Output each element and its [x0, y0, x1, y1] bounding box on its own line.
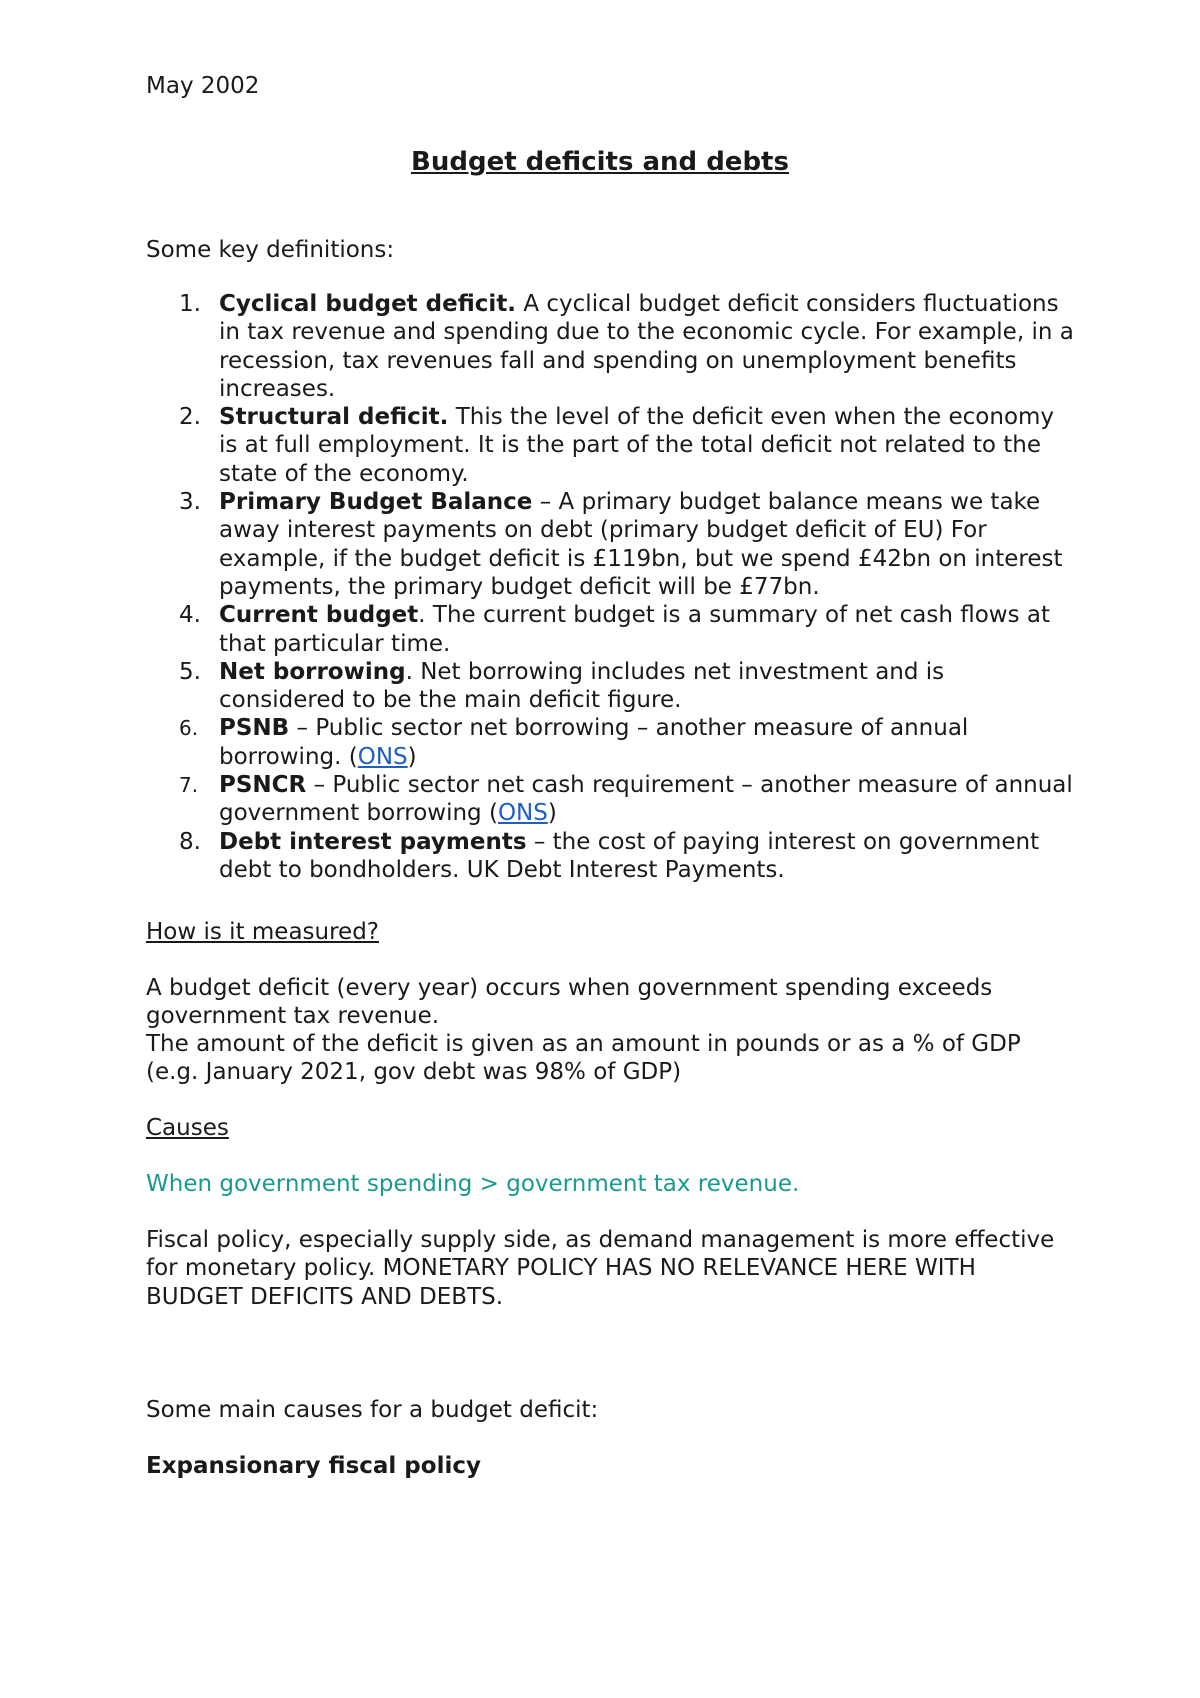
ons-link[interactable]: ONS	[357, 743, 408, 770]
definition-text: A cyclical budget deficit considers fluctuations in tax revenue and spending due to the economic cycle. For example, in a recession, tax revenues fall and spending on unemployment benefits increases.	[219, 291, 1074, 402]
document-date: May 2002	[146, 73, 260, 99]
list-number: 6.	[179, 716, 199, 741]
definition-text: . Net borrowing includes net investment and is considered to be the main deficit figure.	[219, 658, 945, 714]
causes-paragraph: Fiscal policy, especially supply side, as demand management is more effective for monetary policy. MONETARY POLICY HAS NO RELEVANCE HERE WITH BUDGET DEFICITS AND DEBTS.	[146, 1227, 1055, 1310]
definition-text-end: )	[547, 800, 557, 827]
measured-heading: How is it measured?	[146, 919, 380, 945]
definition-term: Debt interest payments	[219, 828, 527, 855]
list-number: 5.	[179, 658, 201, 685]
definition-text: – Public sector net cash requirement – another measure of annual government borrowing (	[219, 772, 1073, 827]
document-title: Budget deficits and debts	[411, 147, 789, 177]
definition-term: Primary Budget Balance	[219, 489, 533, 516]
definition-item	[146, 828, 1076, 885]
definition-item	[146, 714, 1076, 771]
causes-highlight: When government spending > government tax revenue.	[146, 1171, 800, 1197]
definition-term: Current budget	[219, 602, 419, 629]
definition-text: This the level of the deficit even when the economy is at full employment. It is the part of the total deficit not related to the state of the economy.	[219, 404, 1055, 487]
list-number: 4.	[179, 602, 201, 629]
definition-item	[146, 488, 1076, 601]
definition-item	[146, 771, 1076, 828]
definition-item	[146, 601, 1076, 658]
definitions-intro: Some key definitions:	[146, 237, 395, 263]
definition-item	[146, 658, 1076, 715]
definition-text: – Public sector net borrowing – another measure of annual borrowing. (	[219, 715, 969, 770]
list-number: 7.	[179, 773, 199, 798]
definition-term: Cyclical budget deficit.	[219, 291, 517, 317]
measured-paragraph-1: A budget deficit (every year) occurs when government spending exceeds government tax revenue.	[146, 975, 993, 1030]
definition-term: PSNB	[219, 715, 290, 742]
definition-text-end: )	[407, 743, 417, 770]
list-number: 2.	[179, 404, 201, 431]
definition-term: Net borrowing	[219, 658, 406, 685]
definition-item	[146, 403, 1076, 488]
expansionary-fiscal-policy-heading: Expansionary fiscal policy	[146, 1453, 481, 1479]
definition-text: – A primary budget balance means we take away interest payments on debt (primary budget deficit of EU) For example, if the budget deficit is £119bn, but we spend £42bn on interest payments, the primary budget deficit will be £77bn.	[219, 489, 1063, 600]
measured-paragraph-2: The amount of the deficit is given as an amount in pounds or as a % of GDP (e.g. January 2021, gov debt was 98% of GDP)	[146, 1031, 1021, 1086]
definition-text: . The current budget is a summary of net cash flows at that particular time.	[219, 602, 1050, 657]
list-number: 1.	[179, 291, 201, 317]
main-causes-text: Some main causes for a budget deficit:	[146, 1397, 599, 1423]
list-number: 8.	[179, 828, 201, 855]
definitions-list	[146, 290, 1076, 884]
definition-item	[146, 290, 1076, 403]
causes-heading: Causes	[146, 1115, 229, 1141]
definition-term: Structural deficit.	[219, 404, 449, 431]
definition-term: PSNCR	[219, 772, 307, 799]
definition-text: – the cost of paying interest on government debt to bondholders. UK Debt Interest Payments.	[219, 828, 1040, 883]
list-number: 3.	[179, 489, 201, 516]
ons-link[interactable]: ONS	[497, 800, 548, 827]
